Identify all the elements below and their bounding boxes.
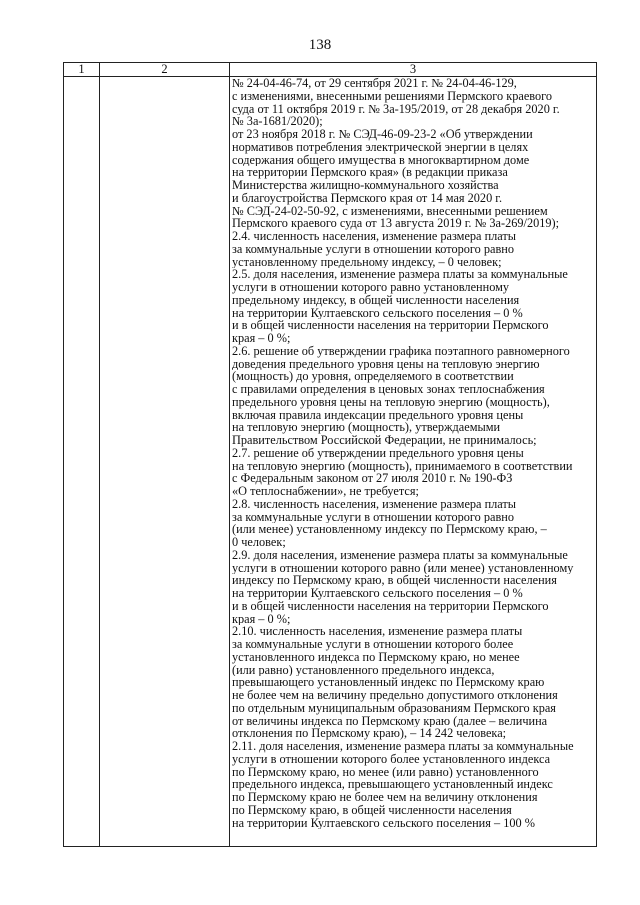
- table-row: [64, 77, 597, 847]
- text-line: по Пермскому краю, в общей численности населения: [232, 803, 512, 817]
- content-lines: [232, 77, 594, 829]
- text-line: по Пермскому краю не более чем на величину отклонения: [232, 791, 538, 804]
- text-line: на тепловую энергию (мощность), принимаемого в соответствии: [232, 459, 573, 473]
- text-line: и в общей численности населения на территории Пермского: [232, 599, 549, 613]
- text-line: с Федеральным законом от 27 июля 2010 г. № 190-ФЗ: [232, 472, 513, 485]
- text-line: 2.11. доля населения, изменение размера платы за коммунальные: [232, 740, 574, 753]
- text-line: не более чем на величину предельно допустимого отклонения: [232, 689, 558, 702]
- text-line: услуги в отношении которого равно установленному: [232, 281, 510, 294]
- text-line: нормативов потребления электрической энергии в целях: [232, 140, 529, 154]
- text-line: включая правила индексации предельного уровня цены: [232, 408, 524, 422]
- cell-column-1: [64, 77, 100, 847]
- page-number: 138: [308, 37, 332, 53]
- text-line: от 23 ноября 2018 г. № СЭД-46-09-23-2 «Об утверждении: [232, 128, 533, 141]
- table-header-row: [64, 63, 597, 77]
- text-line: № 3а-1681/2020);: [232, 115, 323, 128]
- text-line: доведения предельного уровня цены на тепловую энергию: [232, 357, 540, 371]
- text-line: за коммунальные услуги в отношении которого равно: [232, 510, 515, 524]
- text-line: 2.9. доля населения, изменение размера платы за коммунальные: [232, 548, 568, 562]
- text-line: 2.5. доля населения, изменение размера платы за коммунальные: [232, 268, 568, 281]
- text-line: 0 человек;: [232, 536, 286, 549]
- text-line: индексу по Пермскому краю, в общей численности населения: [232, 574, 557, 587]
- document-table: [63, 62, 597, 847]
- text-line: 2.8. численность населения, изменение размера платы: [232, 497, 517, 511]
- text-line: за коммунальные услуги в отношении которого более: [232, 638, 514, 651]
- column-header-2: 2: [100, 63, 230, 77]
- text-line: Правительством Российской Федерации, не принималось;: [232, 434, 537, 447]
- text-line: услуги в отношении которого равно (или менее) установленному: [232, 561, 574, 575]
- text-line: № 24-04-46-74, от 29 сентября 2021 г. № 24-04-46-129,: [232, 77, 517, 90]
- text-line: предельного индекса, превышающего установленный индекс: [232, 778, 553, 791]
- text-line: (или менее) установленному индексу по Пермскому краю, –: [232, 523, 547, 536]
- text-line: 2.4. численность населения, изменение размера платы: [232, 230, 517, 243]
- text-line: 2.7. решение об утверждении предельного уровня цены: [232, 446, 524, 460]
- text-line: предельному индексу, в общей численности населения: [232, 293, 520, 307]
- text-line: «О теплоснабжении», не требуется;: [232, 485, 419, 498]
- text-line: от величины индекса по Пермскому краю (далее – величина: [232, 714, 548, 728]
- text-line: по Пермскому краю, но менее (или равно) установленного: [232, 765, 539, 779]
- text-line: края – 0 %;: [232, 332, 291, 345]
- text-line: по отдельным муниципальным образованиям Пермского края: [232, 701, 556, 715]
- cell-column-3: [230, 77, 597, 847]
- text-line: (мощность) до уровня, определяемого в соответствии: [232, 370, 514, 383]
- column-header-1: 1: [64, 63, 100, 77]
- text-line: (или равно) установленного предельного индекса,: [232, 663, 495, 677]
- text-line: края – 0 %;: [232, 612, 291, 626]
- text-line: на территории Култаевского сельского поселения – 0 %: [232, 587, 523, 600]
- text-line: суда от 11 октября 2019 г. № 3а-195/2019, от 28 декабря 2020 г.: [232, 102, 560, 116]
- text-line: на территории Култаевского сельского поселения – 100 %: [232, 816, 535, 830]
- text-line: на тепловую энергию (мощность), утверждаемыми: [232, 421, 501, 434]
- text-line: Министерства жилищно-коммунального хозяйства: [232, 179, 499, 192]
- text-line: 2.10. численность населения, изменение размера платы: [232, 625, 523, 638]
- text-line: за коммунальные услуги в отношении которого равно: [232, 242, 515, 256]
- text-line: установленному предельному индексу, – 0 человек;: [232, 255, 502, 269]
- column-header-3: 3: [230, 63, 597, 77]
- text-line: и благоустройства Пермского края от 14 мая 2020 г.: [232, 191, 503, 205]
- text-line: предельного уровня цены на тепловую энергию (мощность),: [232, 395, 550, 409]
- text-line: содержания общего имущества в многоквартирном доме: [232, 153, 530, 167]
- text-line: и в общей численности населения на территории Пермского: [232, 319, 549, 332]
- text-line: Пермского краевого суда от 13 августа 2019 г. № 3а-269/2019);: [232, 217, 560, 230]
- text-line: на территории Пермского края» (в редакции приказа: [232, 166, 508, 179]
- cell-column-2: [100, 77, 230, 847]
- text-line: 2.6. решение об утверждении графика поэтапного равномерного: [232, 344, 570, 358]
- text-line: отклонения по Пермскому краю), – 14 242 человека;: [232, 727, 507, 740]
- text-line: № СЭД-24-02-50-92, с изменениями, внесенными решением: [232, 204, 548, 218]
- text-line: на территории Култаевского сельского поселения – 0 %: [232, 306, 523, 320]
- text-line: превышающего установленный индекс по Пермскому краю: [232, 676, 545, 689]
- text-line: с изменениями, внесенными решениями Пермского краевого: [232, 89, 553, 103]
- text-line: с правилами определения в ценовых зонах теплоснабжения: [232, 383, 545, 396]
- text-line: установленного индекса по Пермскому краю, но менее: [232, 650, 520, 664]
- text-line: услуги в отношении которого более установленного индекса: [232, 752, 551, 766]
